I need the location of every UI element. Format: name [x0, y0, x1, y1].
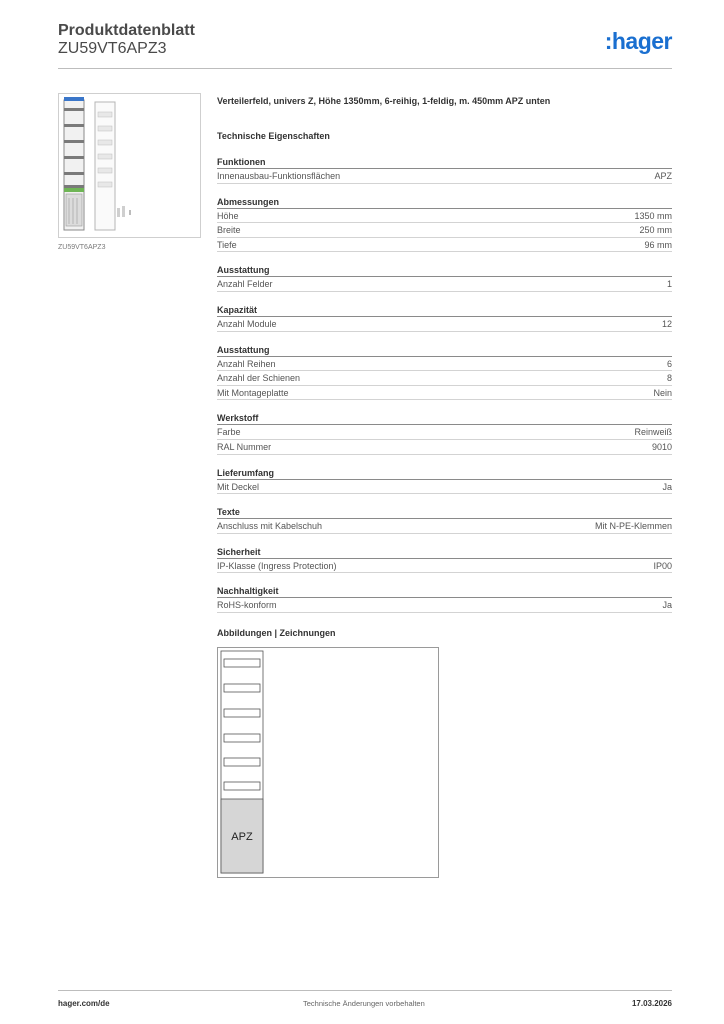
footer-website: hager.com/de: [58, 999, 110, 1008]
group-title: Ausstattung: [217, 344, 672, 357]
property-value: APZ: [654, 171, 672, 181]
property-row: [217, 357, 672, 372]
property-value: Ja: [662, 600, 672, 611]
property-value: IP00: [653, 560, 672, 571]
drawing-row-2: [224, 684, 260, 692]
page-footer: [58, 990, 672, 1014]
product-image-caption: ZU59VT6APZ3: [58, 244, 106, 251]
property-row: [217, 425, 672, 440]
property-label: Anzahl Module: [217, 318, 277, 329]
apz-label: APZ: [231, 831, 253, 843]
property-label: IP-Klasse (Ingress Protection): [217, 560, 337, 571]
property-value: 96 mm: [644, 239, 672, 250]
document-title: Produktdatenblatt: [58, 22, 195, 39]
technical-drawing-svg: [218, 648, 438, 877]
property-row: [217, 598, 672, 613]
property-row: [217, 238, 672, 253]
page-header: [58, 20, 672, 69]
property-label: Mit Deckel: [217, 481, 260, 492]
group-title: Kapazität: [217, 304, 672, 317]
property-label: RoHS-konform: [217, 600, 277, 611]
property-label: Anzahl der Schienen: [217, 373, 301, 384]
product-code: ZU59VT6APZ3: [58, 40, 167, 57]
property-row: [217, 317, 672, 332]
property-value: 9010: [651, 441, 672, 452]
hager-logo: :hager: [604, 28, 672, 54]
drawing-row-6: [224, 782, 260, 790]
property-label: Anzahl Felder: [217, 279, 273, 290]
property-row: [217, 223, 672, 238]
drawing-row-5: [224, 758, 260, 766]
property-value: 250 mm: [639, 225, 672, 236]
group-title: Lieferumfang: [217, 467, 672, 480]
group-title: Abmessungen: [217, 196, 672, 209]
group-title: Nachhaltigkeit: [217, 585, 672, 598]
property-label: Mit Montageplatte: [217, 387, 289, 398]
property-label: Innenausbau-Funktionsflächen: [217, 171, 341, 181]
property-label: Höhe: [217, 210, 239, 221]
property-label: Anschluss mit Kabelschuh: [217, 521, 323, 532]
product-description: Verteilerfeld, univers Z, Höhe 1350mm, 6-reihig, 1-feldig, m. 450mm APZ unten: [217, 96, 551, 106]
property-row: [217, 480, 672, 495]
footer-disclaimer: Technische Änderungen vorbehalten: [303, 999, 425, 1008]
property-label: Tiefe: [217, 239, 237, 250]
property-row: [217, 519, 672, 534]
property-row: [217, 559, 672, 574]
drawing-row-1: [224, 659, 260, 667]
property-label: RAL Nummer: [217, 441, 272, 452]
product-image: [58, 93, 201, 238]
property-row: [217, 371, 672, 386]
group-title: Texte: [217, 506, 672, 519]
section-title-technical: Technische Eigenschaften: [217, 131, 330, 141]
group-title: Funktionen: [217, 156, 672, 169]
property-table: [217, 156, 672, 613]
property-value: 1: [666, 279, 672, 290]
product-image-drawing: [59, 94, 200, 237]
footer-date: 17.03.2026: [631, 999, 672, 1008]
property-value: Nein: [653, 387, 672, 398]
property-value: 6: [666, 358, 672, 369]
group-title: Ausstattung: [217, 264, 672, 277]
property-row: [217, 209, 672, 224]
technical-drawing: [217, 647, 439, 878]
property-value: Reinweiß: [634, 427, 672, 438]
property-label: Farbe: [217, 427, 241, 438]
property-row: [217, 169, 672, 184]
property-row: [217, 277, 672, 292]
group-title: Sicherheit: [217, 546, 672, 559]
property-value: 12: [661, 318, 672, 329]
section-title-drawings: Abbildungen | Zeichnungen: [217, 628, 336, 638]
property-value: Mit N-PE-Klemmen: [594, 521, 672, 532]
property-label: Breite: [217, 225, 241, 236]
property-label: Anzahl Reihen: [217, 358, 276, 369]
property-value: 8: [666, 373, 672, 384]
property-row: [217, 440, 672, 455]
property-value: Ja: [662, 481, 672, 492]
drawing-row-4: [224, 734, 260, 742]
group-title: Werkstoff: [217, 412, 672, 425]
drawing-row-3: [224, 709, 260, 717]
property-value: 1350 mm: [634, 210, 672, 221]
property-row: [217, 386, 672, 401]
